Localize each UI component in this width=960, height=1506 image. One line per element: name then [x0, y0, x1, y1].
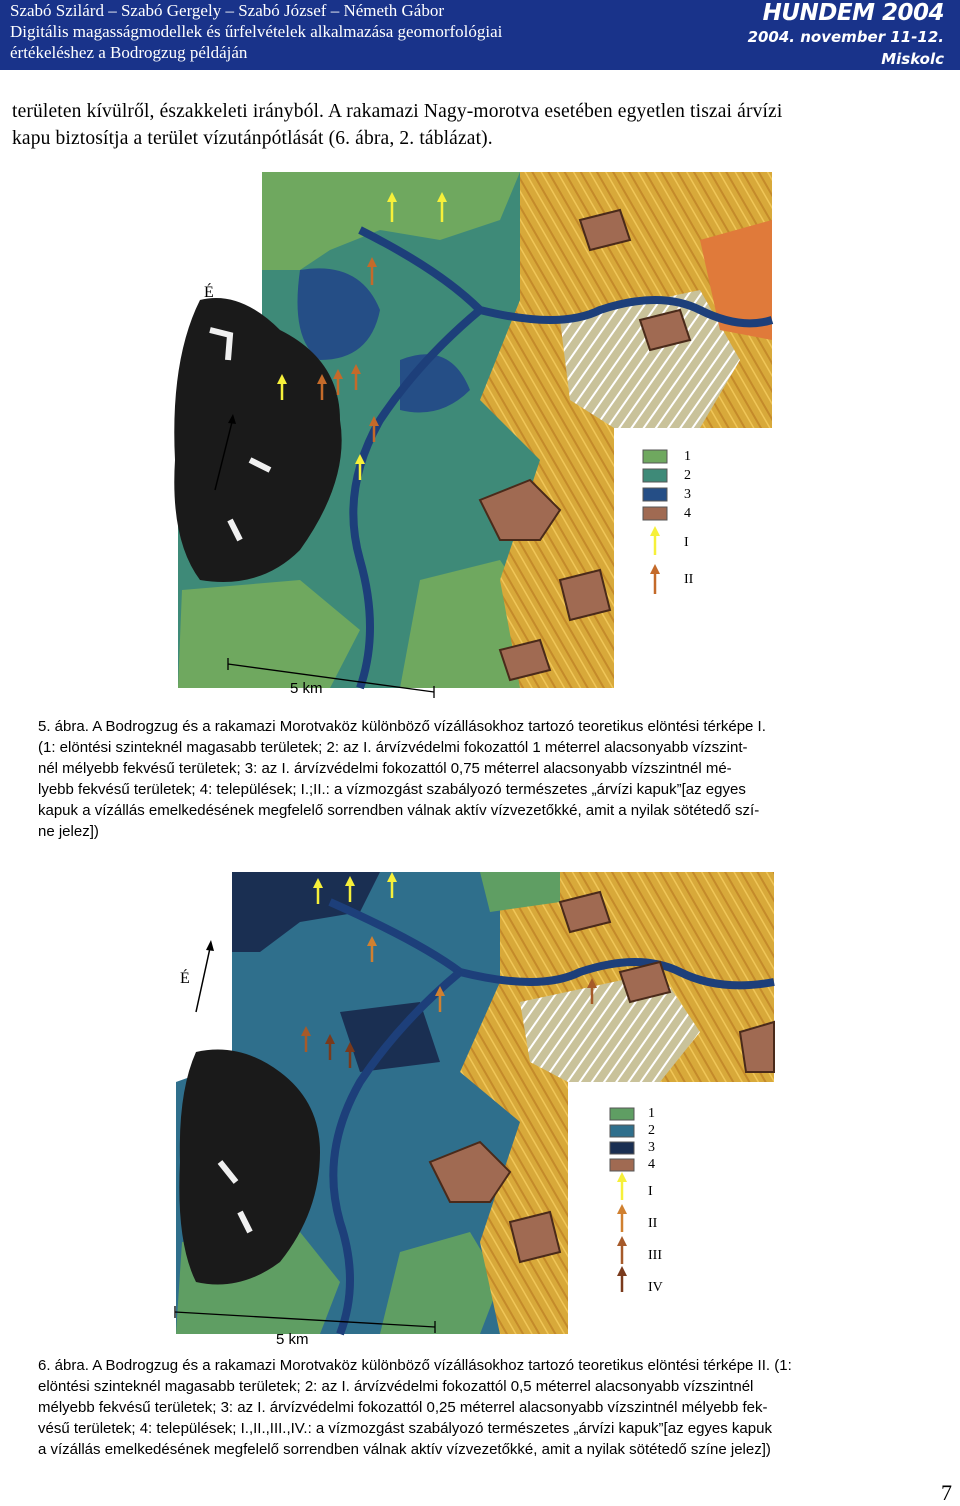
- map6-legend-labels: [648, 1105, 663, 1296]
- intro-paragraph: [12, 98, 952, 152]
- intro-line-2: kapu biztosítja a terület vízutánpótlását (6. ábra, 2. táblázat).: [12, 128, 493, 149]
- legend5-label-4: 4: [684, 506, 691, 521]
- caption5-line-1: 5. ábra. A Bodrogzug és a rakamazi Morotvaköz különböző vízállásokhoz tartozó teoretikus elöntési térképe I.: [38, 718, 766, 735]
- figure-6-svg: [0, 862, 960, 1352]
- header-title-line2: értékeléshez a Bodrogzug példáján: [10, 43, 248, 62]
- caption6-line-1: 6. ábra. A Bodrogzug és a rakamazi Morotvaköz különböző vízállásokhoz tartozó teoretikus elöntési térképe II. (1:: [38, 1357, 792, 1374]
- caption5-line-2: (1: elöntési szinteknél magasabb területek; 2: az I. árvízvédelmi fokozattól 1 méterrel alacsonyabb vízszint-: [38, 739, 748, 756]
- legend6-label-2: 2: [648, 1123, 655, 1138]
- figure-5-svg: [0, 160, 960, 700]
- map6-settlement-3: [740, 1022, 774, 1072]
- header-title-line1: Digitális magasságmodellek és űrfelvételek alkalmazása geomorfológiai: [10, 22, 503, 41]
- conference-name: HUNDEM 2004: [762, 0, 944, 26]
- map6-legend: [610, 1108, 634, 1292]
- legend5-label-1: 1: [684, 449, 691, 464]
- caption5-line-6: ne jelez]): [38, 823, 99, 840]
- caption5-line-3: nél mélyebb fekvésű területek; 3: az I. árvízvédelmi fokozattól 0,75 méterrel alacsonyabb vízszintnél mé-: [38, 760, 732, 777]
- legend6-label-I: I: [648, 1184, 653, 1199]
- caption6-line-5: a vízállás emelkedésének megfelelő sorrendben válnak aktív vízvezetőkké, amit a nyilak sötétedő színe jelez]): [38, 1441, 771, 1458]
- map6-north-label: É: [180, 970, 190, 987]
- legend6-label-1: 1: [648, 1106, 655, 1121]
- page-number: 7: [941, 1480, 952, 1505]
- legend6-label-III: III: [648, 1248, 662, 1263]
- caption6-line-4: vésű területek; 4: települések; I.,II.,III.,IV.: a vízmozgást szabályozó természetes „árvízi kapuk”[az egyes kapuk: [38, 1420, 772, 1437]
- figure-6-map: [0, 862, 960, 1352]
- caption6-line-3: mélyebb fekvésű területek; 3: az I. árvízvédelmi fokozattól 0,25 méterrel alacsonyabb vízszintnél mélyebb fek-: [38, 1399, 768, 1416]
- legend6-label-II: II: [648, 1216, 658, 1231]
- figure-6-caption: [38, 1355, 928, 1460]
- map6-north-arrow: [196, 940, 214, 1012]
- legend6-label-3: 3: [648, 1140, 655, 1155]
- map5-legend: [643, 450, 667, 594]
- caption5-line-5: kapuk a vízállás emelkedésének megfelelő sorrendben válnak aktív vízvezetőkké, amit a nyilak sötétedő szí-: [38, 802, 760, 819]
- map6-settlement-4: [510, 1212, 560, 1262]
- map5-north-label: É: [204, 284, 214, 301]
- page-header: [0, 0, 960, 70]
- map5-settlement-3: [560, 570, 610, 620]
- map5-scale-label: 5 km: [290, 680, 323, 697]
- map5-legend-labels: [684, 447, 693, 589]
- legend5-label-3: 3: [684, 487, 691, 502]
- caption6-line-2: elöntési szinteknél magasabb területek; 2: az I. árvízvédelmi fokozattól 0,5 méterrel alacsonyabb vízszintnél: [38, 1378, 754, 1395]
- caption5-line-4: lyebb fekvésű területek; 4: települések; I.;II.: a vízmozgást szabályozó természetes „árvízi kapuk”[az egyes: [38, 781, 746, 798]
- map6-scale-label: 5 km: [276, 1331, 309, 1348]
- figure-5-map: [0, 160, 960, 700]
- conference-place: Miskolc: [881, 50, 944, 68]
- legend5-label-I: I: [684, 535, 689, 550]
- map6-upland-east: [460, 872, 774, 1334]
- legend6-label-IV: IV: [648, 1280, 663, 1295]
- conference-date: 2004. november 11-12.: [747, 28, 944, 46]
- legend6-label-4: 4: [648, 1157, 655, 1172]
- legend5-label-2: 2: [684, 468, 691, 483]
- legend5-label-II: II: [684, 572, 694, 587]
- intro-line-1: területen kívülről, északkeleti irányból. A rakamazi Nagy-morotva esetében egyetlen tiszai árvízi: [12, 101, 783, 122]
- header-authors: Szabó Szilárd – Szabó Gergely – Szabó József – Németh Gábor: [10, 1, 445, 20]
- figure-5-caption: [38, 716, 928, 842]
